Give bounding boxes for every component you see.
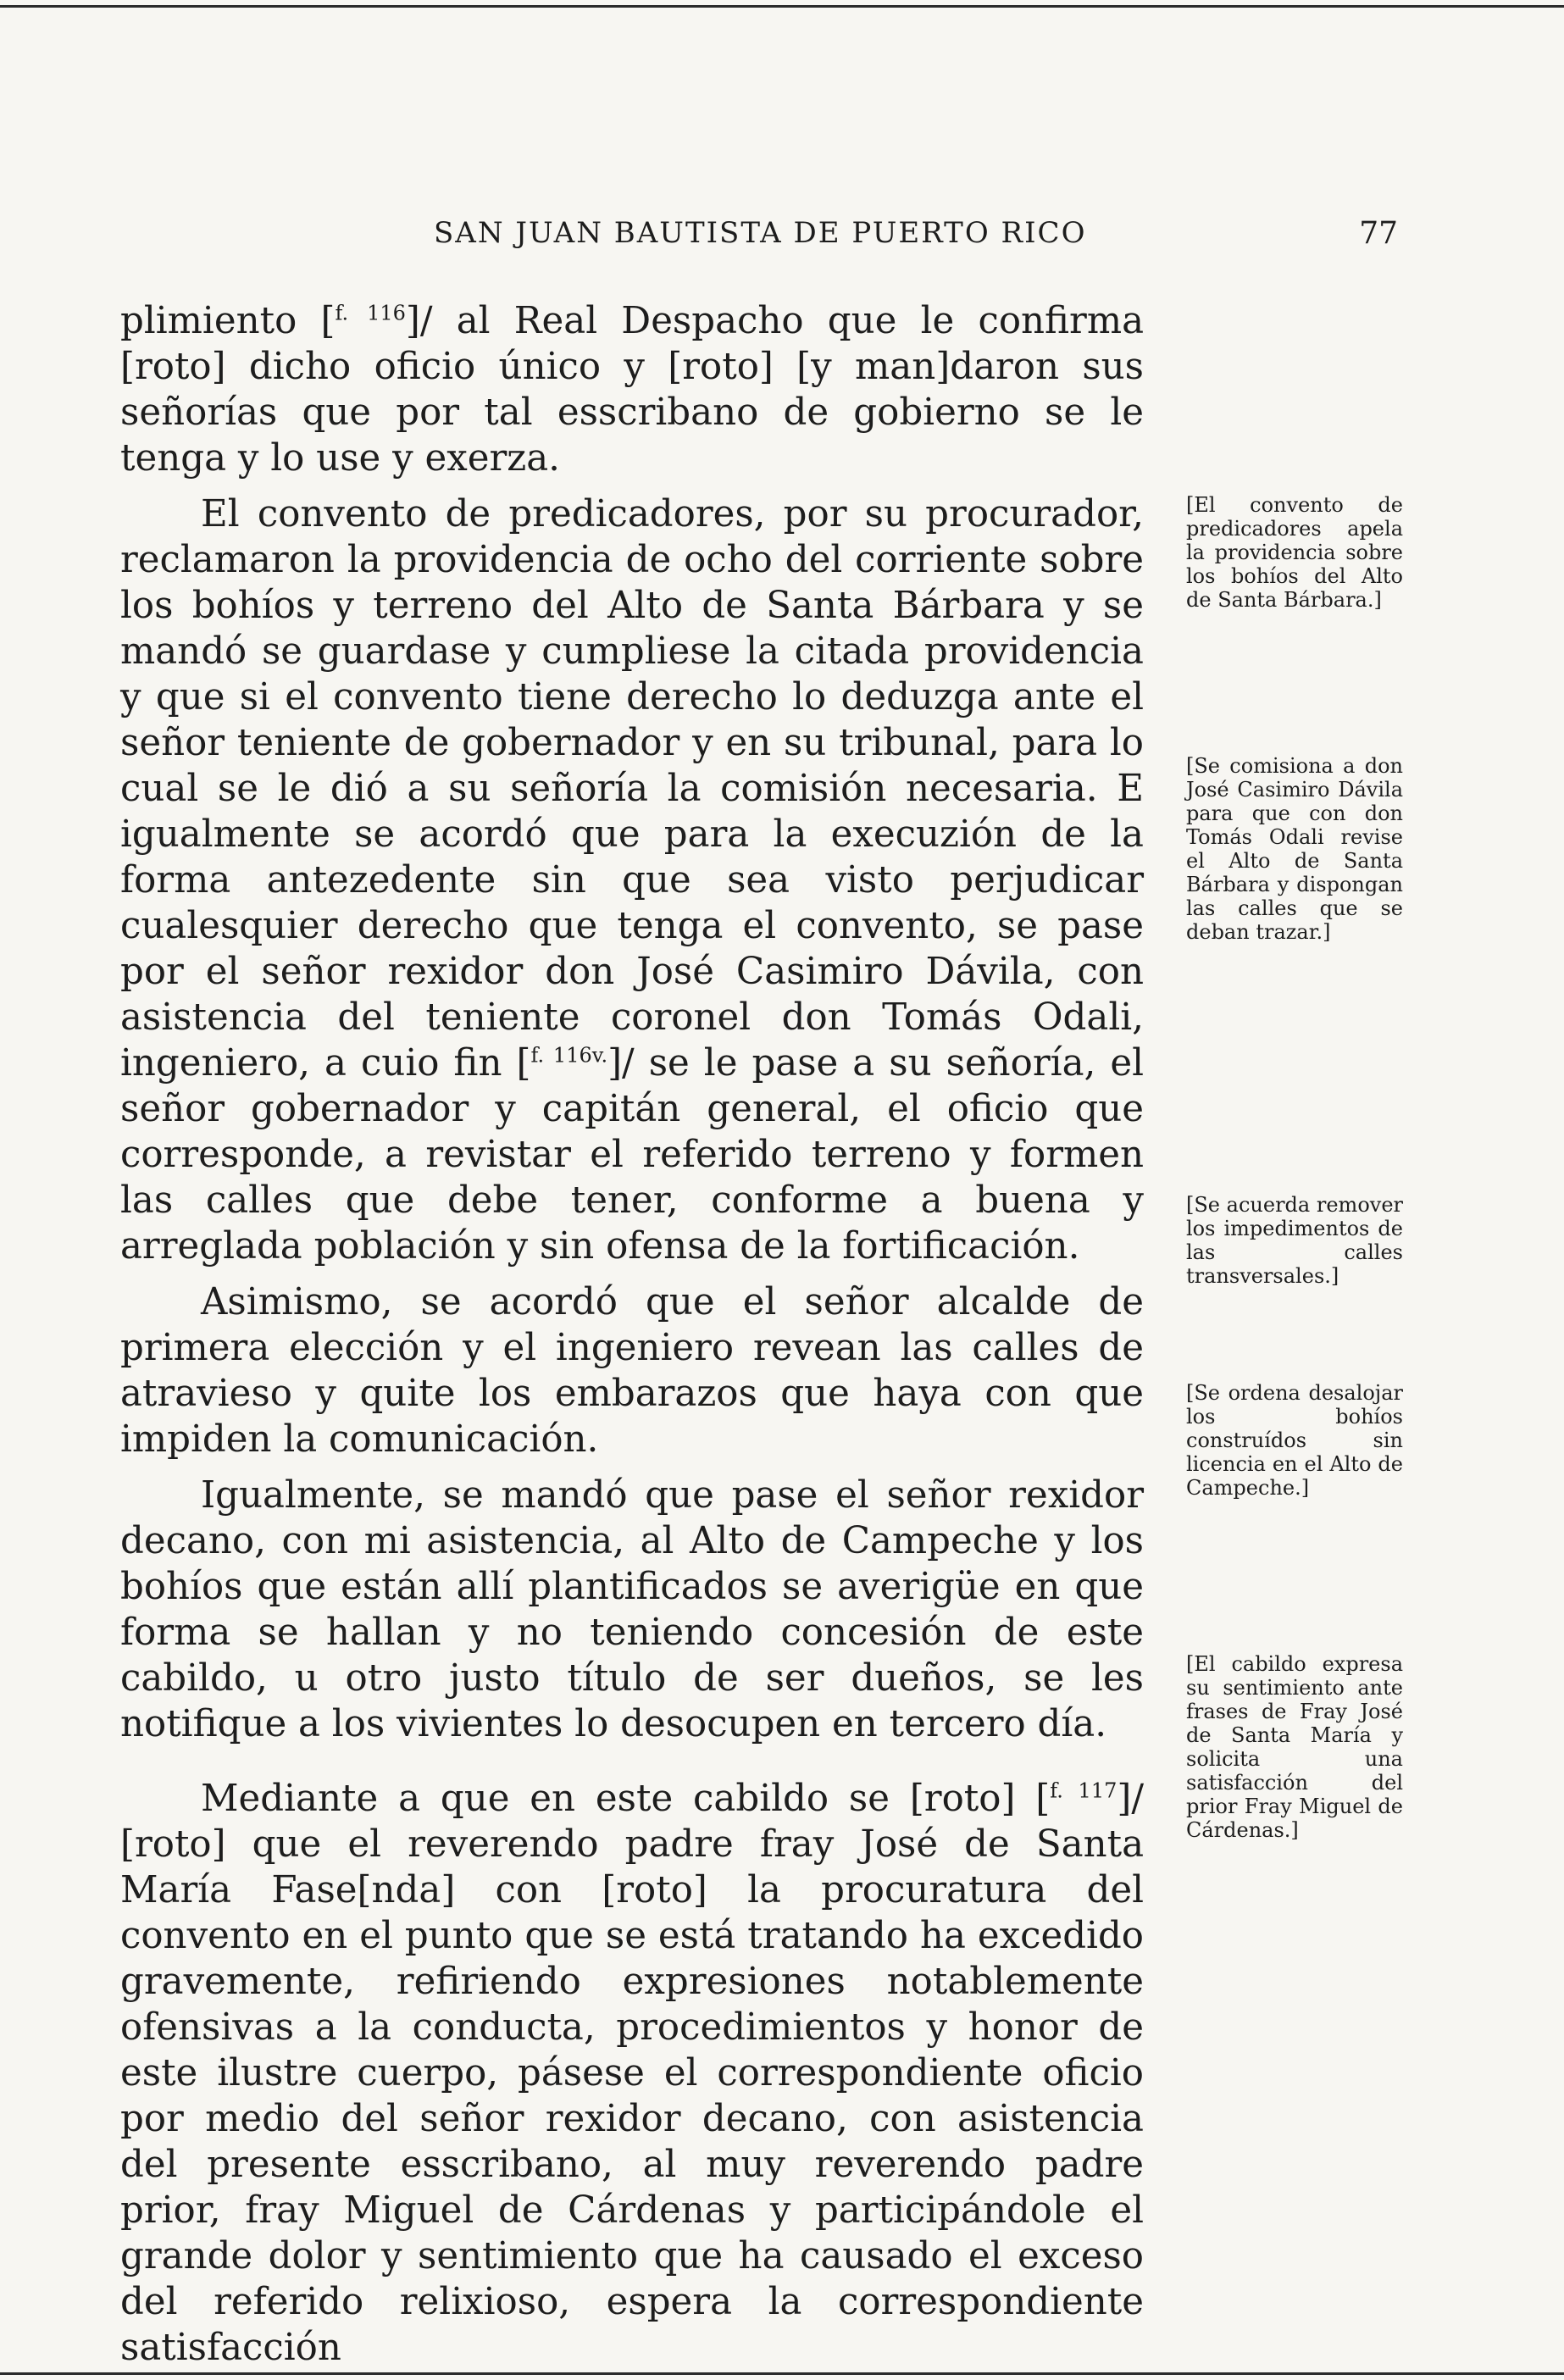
folio-marker: f. 117 <box>1050 1778 1118 1803</box>
page-number: 77 <box>1359 216 1398 251</box>
running-title: SAN JUAN BAUTISTA DE PUERTO RICO <box>434 216 1087 250</box>
margin-note-1: [El convento de predicadores apela la providencia sobre los bohíos del Alto de Santa Bárbara.] <box>1186 493 1403 612</box>
paragraph-4: Igualmente, se mandó que pase el señor rexidor decano, con mi asistencia, al Alto de Campeche y los bohíos que están allí plantificados se averigüe en que forma se hallan y no teniendo concesión de este cabildo, u otro justo título de ser dueños, se les notifique a los vivientes lo desocupen en tercero día. <box>120 1474 1144 1745</box>
running-header <box>119 216 1398 258</box>
bottom-rule <box>0 2372 1564 2375</box>
top-rule <box>0 5 1564 8</box>
main-text <box>120 298 1144 2371</box>
paragraph-2: El convento de predicadores, por su procurador, reclamaron la providencia de ocho del corriente sobre los bohíos y terreno del Alto de Santa Bárbara y se mandó se guardase y cumpliese la citada providencia y que si el convento tiene derecho lo deduzga ante el señor teniente de gobernador y en su tribunal, para lo cual se le dió a su señoría la comisión necesaria. E igualmente se acordó que para la execuzión de la forma antezedente sin que sea visto perjudicar cualesquier derecho que tenga el convento, se pase por el señor rexidor don José Casimiro Dávila, con asistencia del teniente coronel don Tomás Odali, ingeniero, a cuio fin [$^{f. 116v.}$]/ se le pase a su señoría, el señor gobernador y capitán general, el oficio que corresponde, a revistar el referido terreno y formen las calles que debe tener, conforme a buena y arreglada población y sin ofensa de la fortificación. <box>120 493 1144 1268</box>
paragraph-1: plimiento [$^{f. 116}$]/ al Real Despacho que le confirma [roto] dicho oficio único y [roto] [y man]daron sus señorías que por tal esscribano de gobierno se le tenga y lo use y exerza. <box>120 300 1145 480</box>
margin-note-3: [Se acuerda remover los impedimentos de las calles transversales.] <box>1186 1193 1403 1288</box>
folio-marker: f. 116v. <box>530 1043 608 1068</box>
margin-note-4: [Se ordena desalojar los bohíos construídos sin licencia en el Alto de Campeche.] <box>1186 1381 1403 1500</box>
paragraph-5: Mediante a que en este cabildo se [roto] [$^{f. 117}$]/ [roto] que el reverendo padre fray José de Santa María Fase[nda] con [roto] la procuratura del convento en el punto que se está tratando ha excedido gravemente, refiriendo expresiones notablemente ofensivas a la conducta, procedimientos y honor de este ilustre cuerpo, pásese el correspondiente oficio por medio del señor rexidor decano, con asistencia del presente esscribano, al muy reverendo padre prior, fray Miguel de Cárdenas y participándole el grande dolor y sentimiento que ha causado el exceso del referido relixioso, espera la correspondiente satisfacción <box>120 1778 1145 2369</box>
margin-note-2: [Se comisiona a don José Casimiro Dávila para que con don Tomás Odali revise el Alto de Santa Bárbara y dispongan las calles que se deban trazar.] <box>1186 754 1403 944</box>
margin-note-5: [El cabildo expresa su sentimiento ante frases de Fray José de Santa María y solicita una satisfacción del prior Fray Miguel de Cárdenas.] <box>1186 1652 1403 1842</box>
paragraph-3: Asimismo, se acordó que el señor alcalde de primera elección y el ingeniero revean las calles de atravieso y quite los embarazos que haya con que impiden la comunicación. <box>120 1281 1144 1461</box>
folio-marker: f. 116 <box>335 301 406 325</box>
